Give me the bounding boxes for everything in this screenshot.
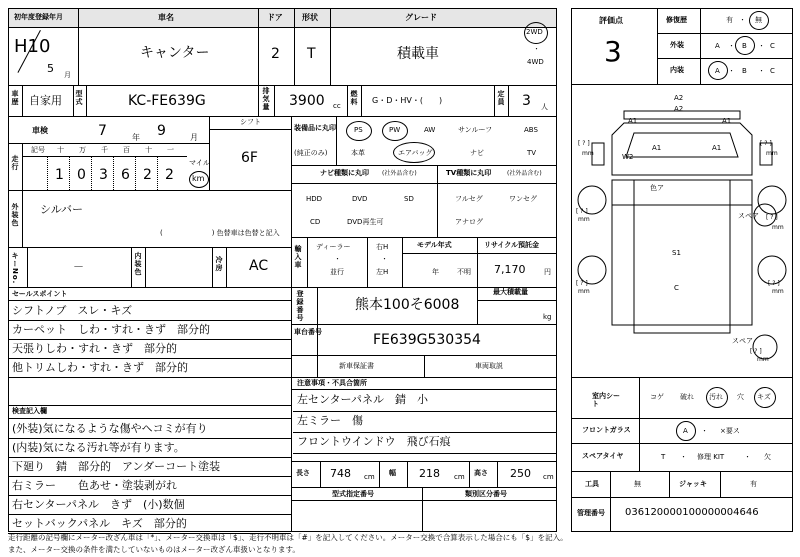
width-value: 218 [419,467,440,480]
equipment-sub: (純正のみ) [294,149,328,157]
diagram-mm-4: mm [772,224,784,231]
inspection-month-unit: 月 [190,133,198,142]
underline [8,377,291,378]
divider [291,116,292,287]
class-label: 類別区分番号 [465,490,507,498]
interior-b: B [742,67,747,75]
mileage-digit: 1 [55,167,64,183]
repair-yes: 有 [726,16,733,24]
divider [258,8,259,86]
wheel-fr [758,186,786,214]
mileage-digit: 6 [121,167,130,183]
divider [657,58,793,59]
divider [209,116,210,190]
car-name: キャンター [140,45,210,61]
text-line: セットバックパネル キズ 部分的 [12,517,187,530]
divider [571,377,793,378]
keyno-label: キーNo. [11,252,19,285]
capacity-label: 定員 [497,90,505,106]
mileage-kigou: 記号 [31,146,45,154]
divider [336,116,337,165]
import-label: 輸入車 [294,245,302,269]
divider [720,471,721,497]
disp-unit: cc [333,102,341,110]
underline [8,514,291,515]
diagram-bracket-4: [ ? ] [766,214,778,221]
manual: 車両取説 [475,362,503,370]
mileage-cell-divider [157,156,158,190]
equipment-label: 装備品に丸印 [294,124,336,132]
divider [424,355,425,377]
text-line: シフトノブ スレ・キズ [12,304,133,317]
underline [293,432,557,433]
mileage-unit: 十 [57,146,64,154]
divider [8,247,291,248]
sheet-kizu: キズ [757,393,771,401]
diagram-mm-5: mm [578,288,590,295]
divider [320,461,321,487]
equip-navi: ナビ [470,149,484,157]
tv-oneseg: ワンセグ [509,195,537,203]
divider [8,300,291,301]
fuel-value: G・D・HV・( ) [372,96,443,105]
drive-2wd: 2WD [526,28,543,36]
underline [8,457,291,458]
max-load-label: 最大積載量 [493,288,528,296]
divider [291,324,557,325]
divider [258,85,259,116]
sheet-ana: 穴 [737,393,744,401]
mileage-cell-divider [47,156,48,190]
diagram-a1-right2: A1 [712,144,722,152]
divider [379,461,380,487]
diagram-spare-top: スペア [738,212,759,220]
sheet-yabure: 破れ [680,393,694,401]
divider [212,247,213,287]
underline [8,476,291,477]
equip-sunroof: サンルーフ [458,126,493,134]
mirror-left [592,143,604,165]
underline [8,495,291,496]
repair-label: 修復歴 [666,16,687,24]
divider [402,253,557,254]
divider [8,27,557,28]
text-line: 右ミラー 色あせ・塗装剥がれ [12,479,177,492]
diagram-a2-second: A2 [674,105,684,113]
spare-tire-dot2: ・ [744,453,751,461]
mileage-label: 走行 [11,155,19,171]
rear-bumper [634,325,730,333]
import-left-h: 左H [376,268,389,276]
sales-points-label: セールスポイント [12,290,68,298]
diagram-a2-top: A2 [674,94,684,102]
sheet-yogore: 汚れ [709,393,723,401]
length-unit: cm [364,473,375,481]
repair-dot: ・ [739,16,746,24]
recycle-value: 7,170 [494,263,526,276]
diagram-mm-6: mm [772,288,784,295]
fuel-label: 燃料 [350,90,358,106]
equip-airbag: エアバッグ [398,149,433,157]
text-line: 左センターパネル 錆 小 [297,393,429,406]
windshield-label: フロントガラス [582,426,631,434]
divider [610,471,611,532]
mileage-cell-divider [69,156,70,190]
drive-dot: ・ [533,45,540,53]
score-value: 3 [604,35,622,68]
divider [508,85,509,116]
diagram-c: C [674,284,679,292]
underline [8,358,291,359]
text-line: 天張りしわ・すれ・きず 部分的 [12,342,177,355]
diagram-bracket-2: [ ? ] [760,140,772,147]
text-line: カーペット しわ・すれ・きず 部分的 [12,323,210,336]
divider [571,443,793,444]
underline [8,339,291,340]
grade-label: グレード [405,13,437,22]
diagram-a1-left: A1 [628,117,638,125]
divider [657,8,658,84]
navi-cd: CD [310,218,321,226]
diagram-spare-bottom: スペア [732,337,753,345]
text-line: (内装)気になる汚れ等が有ります。 [12,441,185,454]
use-value: 自家用 [29,94,62,107]
divider [291,165,557,166]
capacity-value: 3 [522,93,531,109]
navi-dvd-play: DVD再生可 [347,218,384,226]
interior-sheet-label: 室内シート [592,392,620,409]
grade-value: 積載車 [397,46,439,62]
divider [367,237,368,287]
divider [361,85,362,116]
divider [291,183,557,184]
mileage-cell-divider [113,156,114,190]
divider [226,247,227,287]
mileage-unit: 一 [167,146,174,154]
mileage-cell-divider [91,156,92,190]
inspector-label: 検査記入欄 [12,407,47,415]
equip-ps: PS [354,126,363,134]
divider [131,247,132,287]
tools-label: 工具 [585,480,599,488]
divider [330,8,331,86]
footer-line1: 走行距離の記号欄にメーター改ざん車は「*」、メーター交換車は「$」、走行不明車は「#」を記入してください。メーター交換で合算表示した場合にも「$」を記入。 [8,533,568,542]
divider [8,85,557,86]
shift-value: 6F [241,150,258,166]
spare-tire-dot1: ・ [680,453,687,461]
model-value: KC-FE639G [128,93,206,109]
divider [571,471,793,472]
diagram-a1-right: A1 [722,117,732,125]
jack-label: ジャッキ [679,480,707,488]
equip-abs: ABS [524,126,538,134]
reg-year-label: 初年度登録年月 [14,13,63,21]
equip-leather: 本革 [351,149,365,157]
divider [422,487,423,532]
diagram-mm-7: mm [757,356,769,363]
shift-label: シフト [240,118,261,126]
mileage-digit: 3 [99,167,108,183]
model-year-label: モデル年式 [417,241,452,249]
divider [8,405,291,406]
vehicle-diagram [572,85,792,377]
interior-dot2: ・ [758,67,765,75]
disp-label: 排気量 [262,87,270,111]
text-line: 左ミラー 傷 [297,414,363,427]
diagram-bracket-3: [ ? ] [576,208,588,215]
inspection-month: 9 [157,123,166,139]
divider [8,116,557,117]
color-value: シルバー [40,203,83,216]
diagram-mm-2: mm [766,150,778,157]
underline [293,411,557,412]
bed-outline [612,180,752,325]
jack-value: 有 [750,480,757,488]
reg-month-unit: 月 [64,71,71,79]
spare-tire-label: スペアタイヤ [582,452,624,460]
inspection-label: 車検 [32,126,48,135]
windshield-dot: ・ [701,427,708,435]
windshield-a: A [683,427,688,435]
repair-none: 無 [755,16,762,24]
exterior-dot2: ・ [758,42,765,50]
exterior-label: 外装 [670,41,684,49]
exterior-a: A [715,42,720,50]
height-label: 高さ [474,469,488,477]
text-line: 他トリムしわ・すれ・きず 部分的 [12,361,188,374]
tv-analog: アナログ [455,218,483,226]
interior-c: C [770,67,775,75]
divider [22,85,23,116]
equip-pw: PW [389,126,401,134]
mileage-unit: 十 [145,146,152,154]
divider [497,461,498,487]
underline [8,438,291,439]
disp-value: 3900 [289,93,325,109]
divider [294,8,295,86]
mgmt-label: 管理番号 [577,509,605,517]
mileage-unit: 万 [79,146,86,154]
diagram-a1-center: A1 [652,144,662,152]
diagram-bracket-7: [ ? ] [750,348,762,355]
car-name-label: 車名 [158,13,174,22]
interior-dot1: ・ [728,67,735,75]
divider [86,85,87,116]
chassis-label: 車台番号 [294,328,322,336]
model-year-unknown: 不明 [457,268,471,276]
divider [8,418,291,419]
mileage-digit: 0 [77,167,86,183]
divider [571,418,793,419]
exterior-c: C [770,42,775,50]
divider [494,85,495,116]
divider [469,461,470,487]
divider [669,471,670,497]
capacity-unit: 人 [541,103,548,111]
door-value: 2 [271,46,280,62]
interior-color-label: 内装色 [134,252,142,276]
divider [291,487,557,488]
sheet-koge: コゲ [650,393,664,401]
height-unit: cm [543,473,554,481]
divider [407,461,408,487]
mileage-unit: 百 [123,146,130,154]
registration-value: 熊本100そ6008 [355,297,460,313]
mileage-digit: 2 [143,167,152,183]
cautions-label: 注意事項・不具合箇所 [297,379,367,387]
underline [293,453,557,454]
import-parallel: 並行 [330,268,344,276]
interior-a: A [715,67,720,75]
text-line: 右センターパネル きず (小)数個 [12,498,185,511]
mileage-digit: 2 [165,167,174,183]
reg-year: H10 [14,36,51,57]
registration-label: 登録番号 [296,290,304,322]
divider [291,500,557,501]
navi-header: ナビ種類に丸印 [320,169,369,177]
divider [8,287,557,288]
divider [73,85,74,116]
divider [291,377,557,378]
spare-tire-t: T [661,453,666,461]
exterior-b: B [742,42,747,50]
inspection-year: 7 [98,123,107,139]
divider [477,237,478,287]
diagram-mm-3: mm [578,216,590,223]
shape-label: 形状 [302,13,318,22]
door-label: ドア [267,13,283,22]
model-year-unit: 年 [432,268,439,276]
width-unit: cm [454,473,465,481]
score-label: 評価点 [599,16,623,25]
divider [22,143,23,190]
divider [347,85,348,116]
recycle-label: リサイクル預託金 [484,241,540,249]
diagram-bracket-1: [ ? ] [578,140,590,147]
divider [402,237,403,287]
mileage-unit: 千 [101,146,108,154]
model-label: 型式 [75,90,83,106]
mileage-km: km [192,174,205,183]
cab-outline [612,123,752,175]
tv-header-sub: (社外品含む) [507,170,542,177]
divider [477,287,478,324]
divider [145,247,146,287]
spare-tire-none: 欠 [764,453,771,461]
navi-header-sub: (社外品含む) [382,170,417,177]
divider [78,8,79,86]
color-note: ( ) 色替車は色替と記入 [160,229,280,237]
diagram-mm-1: mm [582,150,594,157]
import-dot: ・ [334,255,341,263]
recycle-unit: 円 [544,268,551,276]
divider [291,237,557,238]
text-line: フロントウインドウ 飛び石痕 [297,435,451,448]
windshield-replace: ×要ス [720,427,740,435]
tools-value: 無 [634,480,641,488]
divider [274,85,275,116]
divider [700,8,701,84]
mileage-mile-label: マイル [189,159,210,167]
import-dot2: ・ [381,255,388,263]
drive-4wd: 4WD [527,58,544,66]
text-line: 下廻り 錆 部分的 アンダーコート塗装 [12,460,221,473]
divider [8,143,209,144]
tv-header: TV種類に丸印 [446,169,492,177]
exterior-dot1: ・ [728,42,735,50]
max-load-unit: kg [543,313,552,321]
divider [22,190,23,247]
type-cert-label: 型式指定番号 [332,490,374,498]
divider [477,300,557,301]
footer-line2: また、メーター交換の条件を満たしていないものはメーター改ざん車扱いとなります。 [8,545,300,554]
mileage-cell-divider [135,156,136,190]
reg-month: 5 [47,62,54,75]
divider [8,190,291,191]
import-right-h: 右H [376,243,389,251]
navi-dvd: DVD [352,195,368,203]
chassis-value: FE639G530354 [373,332,481,348]
import-dealer: ディーラー [316,243,351,251]
aircon-label: 冷房 [215,256,223,272]
use-label: 車歴 [11,90,19,106]
divider [437,165,438,237]
diagram-s1: S1 [672,249,681,257]
diagram-color-fade: 色ア [650,184,664,192]
equip-tv: TV [527,149,537,157]
keyno-value: － [73,260,84,273]
color-label: 外装色 [11,203,19,227]
divider [639,377,640,471]
diagram-w2: W2 [622,153,634,161]
inspection-year-unit: 年 [132,133,140,142]
interior-label: 内装 [670,66,684,74]
spare-tire-kit: 修理 KIT [697,453,725,461]
divider [291,389,557,390]
diagram-bracket-5: [ ? ] [576,280,588,287]
equip-aw: AW [424,126,436,134]
tv-fullseg: フルセグ [455,195,483,203]
navi-hdd: HDD [306,195,323,203]
width-label: 幅 [389,469,396,477]
underline [8,320,291,321]
divider [571,497,793,498]
text-line: (外装)気になるような傷やヘコミが有り [12,422,208,435]
diagram-bracket-6: [ ? ] [768,280,780,287]
divider [27,247,28,287]
mgmt-value: 036120000100000004646 [625,507,759,518]
divider [657,33,793,34]
new-warranty: 新車保証書 [339,362,374,370]
aircon-value: AC [249,258,269,274]
navi-sd: SD [404,195,414,203]
divider [307,237,308,287]
length-label: 長さ [296,469,310,477]
shape-value: T [307,46,316,62]
height-value: 250 [510,467,531,480]
divider [209,129,291,130]
length-value: 748 [330,467,351,480]
divider [291,461,557,462]
